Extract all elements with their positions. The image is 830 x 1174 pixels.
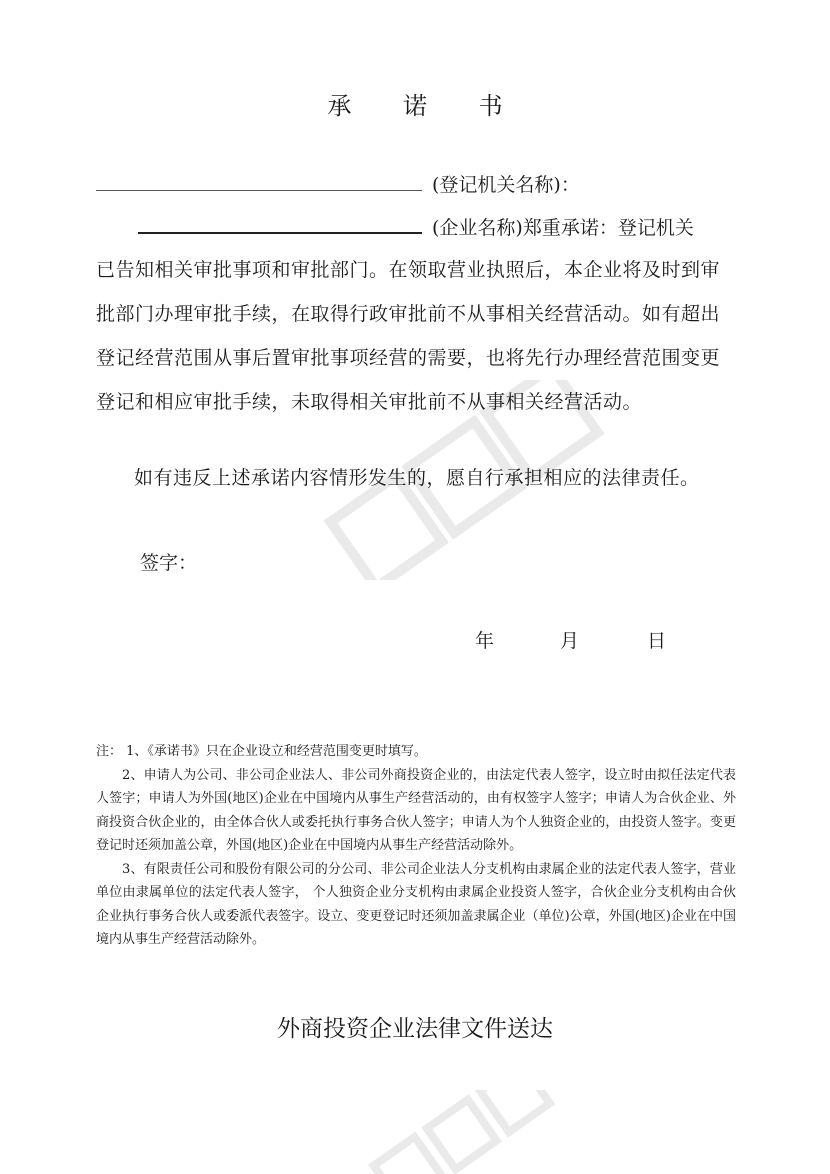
note-3: 3、有限责任公司和股份有限公司的分公司、非公司企业法人分支机构由隶属企业的法定代表人签字，营业单位由隶属单位的法定代表人签字， 个人独资企业分支机构由隶属企业投资人签字，合伙企业分支机构由合伙企业执行事务合伙人或委派代表签字。设立、变更登记时还须加盖隶属企业（单位)公章，外国(地区)企业在中国境内从事生产经营活动除外。 — [96, 861, 736, 947]
document-title: 承 诺 书 — [327, 92, 525, 120]
registration-authority-label: (登记机关名称)： — [432, 174, 580, 196]
watermark-graphic-bottom — [340, 1090, 580, 1174]
registration-authority-row — [96, 172, 580, 198]
enterprise-name-row — [138, 214, 694, 241]
next-section-title: 外商投资企业法律文件送达 — [277, 1016, 553, 1042]
note-1: 注： 1、《承诺书》只在企业设立和经营范围变更时填写。 — [96, 744, 427, 759]
notes-section — [96, 740, 736, 952]
liability-paragraph: 如有违反上述承诺内容情形发生的，愿自行承担相应的法律责任。 — [134, 467, 700, 489]
signature-label: 签字： — [140, 552, 198, 574]
note-2: 2、申请人为公司、非公司企业法人、非公司外商投资企业的，由法定代表人签字，设立时由拟任法定代表人签字；申请人为外国(地区)企业在中国境内从事生产经营活动的，由有权签字人签字；申请人为合伙企业、外商投资合伙企业的，由全体合伙人或委托执行事务合伙人签字；申请人为个人独资企业的，由投资人签字。变更登记时还须加盖公章，外国(地区)企业在中国境内从事生产经营活动除外。 — [96, 767, 736, 853]
date-day: 日 — [647, 630, 667, 652]
date-month: 月 — [560, 630, 580, 652]
enterprise-name-blank[interactable] — [138, 214, 422, 234]
enterprise-name-label: (企业名称)郑重承诺：登记机关 — [432, 217, 694, 239]
date-year: 年 — [475, 630, 495, 652]
registration-authority-blank[interactable] — [96, 172, 422, 191]
commitment-paragraph: 已告知相关审批事项和审批部门。在领取营业执照后，本企业将及时到审批部门办理审批手续，在取得行政审批前不从事相关经营活动。如有超出登记经营范围从事后置审批事项经营的需要，也将先行办理经营范围变更登记和相应审批手续，未取得相关审批前不从事相关经营活动。 — [96, 259, 721, 413]
